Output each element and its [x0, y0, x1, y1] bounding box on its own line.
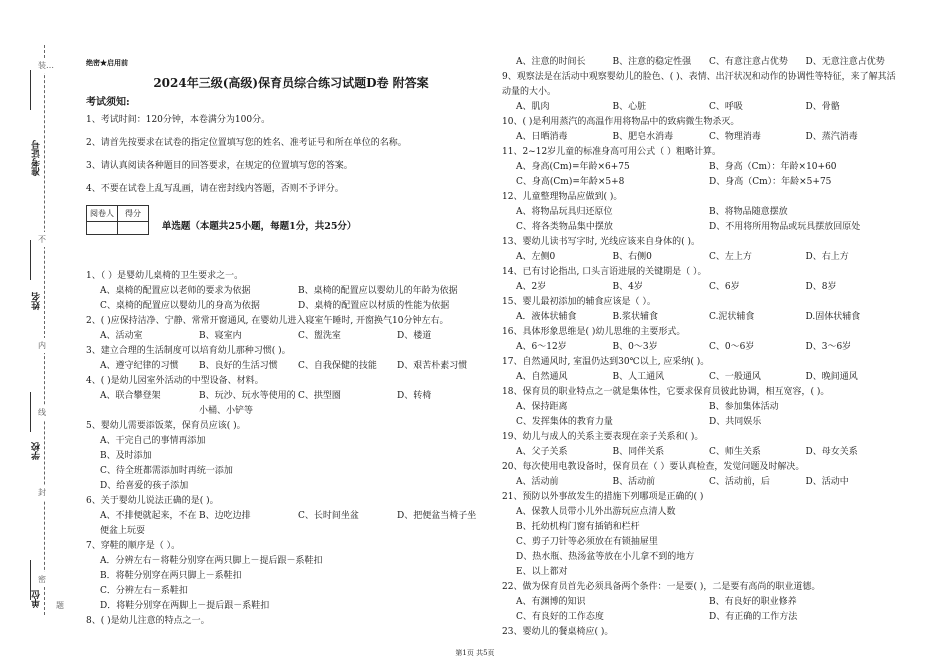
question-item [86, 419, 496, 494]
question-item [502, 490, 902, 580]
question-item [502, 385, 902, 430]
left-column [86, 55, 496, 629]
answer-option[interactable]: A、肌肉 [516, 102, 550, 112]
question-item [502, 625, 902, 640]
answer-option[interactable]: C、身高(Cm)=年龄×5+8 [516, 177, 625, 187]
option-list [502, 340, 902, 355]
answer-option[interactable]: D、晚间通风 [805, 372, 858, 382]
question-text: 14、已有讨论指出, 口头言语进展的关键期是（ ）。 [502, 267, 707, 277]
answer-option[interactable]: B、身高（Cm）：年龄×10+60 [709, 162, 837, 172]
option-list [86, 554, 496, 614]
strip-cut-2: 内 [38, 338, 46, 353]
binding-strip [0, 0, 64, 671]
option-list [86, 434, 496, 494]
page-footer: 第1页 共5页 [455, 649, 495, 657]
answer-option[interactable]: C.泥状辅食 [709, 312, 755, 322]
answer-option[interactable]: D、艰苦朴素习惯 [397, 361, 468, 371]
answer-option[interactable]: A、有渊博的知识 [516, 597, 586, 607]
question-text: 10、( )是利用蒸汽的高温作用将物品中的致病微生物杀灭。 [502, 117, 740, 127]
question-text: 21、预防以外事故发生的措施下列哪项是正确的( ) [502, 492, 704, 502]
question-item [502, 460, 902, 490]
question-item [86, 344, 496, 374]
option-list [502, 400, 902, 430]
answer-option[interactable]: B、0～3岁 [612, 342, 658, 352]
strip-cut-4: 封 [38, 485, 46, 500]
answer-option[interactable]: C、拱型圈 [298, 391, 341, 401]
answer-option[interactable]: A、自然通风 [516, 372, 568, 382]
question-text: 9、观察法是在活动中观察婴幼儿的脸色、( )、表情、出汗状况和动作的协调性等特征，来了解其活动量的大小。 [502, 72, 896, 97]
answer-option[interactable]: C、待全班都需添加时再统一添加 [100, 466, 233, 476]
question-text: 15、婴儿最初添加的辅食应该是（ ）。 [502, 297, 656, 307]
answer-option[interactable]: C、左上方 [709, 252, 752, 262]
question-text: 2、( )应保持洁净、宁静、常常开窗通风, 在婴幼儿进入寝室午睡时, 开窗换气10分钟左右。 [86, 316, 449, 326]
question-text: 6、关于婴幼儿说法正确的是( )。 [86, 496, 219, 506]
score-input[interactable] [118, 222, 149, 235]
answer-option[interactable]: B、人工通风 [612, 372, 665, 382]
answer-option[interactable]: B、活动前 [612, 477, 656, 487]
answer-option[interactable]: A、保持距离 [516, 402, 568, 412]
answer-option[interactable]: B、玩沙、玩水等使用的小桶、小铲等 [199, 391, 296, 416]
answer-option[interactable]: D、母女关系 [805, 447, 858, 457]
strip-bottom-mark: 题 [56, 598, 64, 613]
answer-option[interactable]: C、有意注意占优势 [709, 57, 788, 67]
answer-option[interactable]: A、不排便就起来，不在便盆上玩耍 [100, 511, 197, 536]
question-text: 12、儿童整理物品应做到( )。 [502, 192, 623, 202]
answer-option[interactable]: D、共同娱乐 [709, 417, 762, 427]
answer-option[interactable]: C．分辨左右－系鞋扣 [100, 586, 188, 596]
answer-option[interactable]: B、托幼机构门窗有插销和栏杆 [516, 522, 640, 532]
answer-option[interactable]: D.固体状辅食 [805, 312, 861, 322]
question-item [502, 295, 902, 325]
answer-option[interactable]: A．液体状辅食 [516, 312, 577, 322]
question-item [86, 614, 496, 629]
answer-option[interactable]: C、一般通风 [709, 372, 761, 382]
question-item [502, 265, 902, 295]
right-column [502, 55, 902, 640]
option-list [502, 160, 902, 190]
grader-input[interactable] [87, 222, 118, 235]
question-item [86, 539, 496, 614]
option-list [502, 205, 902, 235]
answer-option[interactable]: A、联合攀登架 [100, 391, 161, 401]
question-text: 16、具体形象思维是( )幼儿思维的主要形式。 [502, 327, 686, 337]
option-list [502, 370, 902, 385]
answer-option[interactable]: A、干完自己的事情再添加 [100, 436, 206, 446]
option-list [86, 389, 496, 419]
option-list [502, 130, 902, 145]
answer-option[interactable]: D、转椅 [397, 391, 432, 401]
answer-option[interactable]: D、给喜爱的孩子添加 [100, 481, 189, 491]
school-label: 学校 [32, 442, 42, 460]
option-list [502, 280, 902, 295]
answer-option[interactable]: C、长时间坐盆 [298, 511, 359, 521]
strip-top-mark: 装… [38, 58, 54, 73]
unit-line [30, 560, 31, 600]
answer-option[interactable]: A．分辨左右－将鞋分别穿在两只脚上－提后跟－系鞋扣 [100, 556, 323, 566]
answer-option[interactable]: A、遵守纪律的习惯 [100, 361, 179, 371]
question-text: 22、做为保育员首先必须具备两个条件：一是要( )，二是要有高尚的职业道德。 [502, 582, 821, 592]
answer-option[interactable]: B、桌椅的配置应以婴幼儿的年龄为依据 [298, 286, 458, 296]
answer-option[interactable]: B、4岁 [612, 282, 643, 292]
answer-option[interactable]: B、参加集体活动 [709, 402, 779, 412]
name-line [30, 240, 31, 280]
question-item [502, 70, 902, 115]
question-item [502, 325, 902, 355]
answer-option[interactable]: C、0～6岁 [709, 342, 755, 352]
answer-option[interactable]: B、注意的稳定性强 [612, 57, 692, 67]
option-list [502, 55, 902, 70]
answer-option[interactable]: A、左侧0 [516, 252, 556, 262]
question-text: 5、婴幼儿需要添饭菜，保育员应该( )。 [86, 421, 246, 431]
question-item [502, 145, 902, 190]
strip-cut-5: 密 [38, 572, 46, 587]
exam-number-label: 准考证号 [32, 140, 42, 176]
answer-option[interactable]: A、保教人员带小儿外出游玩应点清人数 [516, 507, 676, 517]
question-text: 4、( )是幼儿园室外活动的中型设备、材料。 [86, 376, 264, 386]
grader-cell: 阅卷人 [87, 206, 118, 222]
question-item [502, 235, 902, 265]
option-list [502, 445, 902, 460]
answer-option[interactable]: D、无意注意占优势 [805, 57, 885, 67]
question-text: 3、建立合理的生活制度可以培育幼儿那种习惯( )。 [86, 346, 291, 356]
option-list [502, 250, 902, 265]
answer-option[interactable]: D、身高（Cm）：年龄×5+75 [709, 177, 832, 187]
left-question-list [86, 269, 496, 629]
option-list [86, 284, 496, 314]
notice-heading: 考试须知: [86, 97, 130, 108]
question-text: 23、婴幼儿的餐桌椅应( )。 [502, 627, 614, 637]
answer-option[interactable]: D、把便盆当椅子坐 [397, 511, 477, 521]
answer-option[interactable]: C、剪子刀针等必须放在有锁抽屉里 [516, 537, 658, 547]
notice-item: 2、请首先按要求在试卷的指定位置填写您的姓名、准考证号和所在单位的名称。 [86, 138, 407, 148]
question-text: 19、幼儿与成人的关系主要表现在亲子关系和( )。 [502, 432, 704, 442]
answer-option[interactable]: D、骨骼 [805, 102, 840, 112]
notice-item: 3、请认真阅读各种题目的回答要求，在规定的位置填写您的答案。 [86, 161, 353, 171]
strip-cut-3: 线 [38, 405, 46, 420]
answer-option[interactable]: A、2岁 [516, 282, 547, 292]
option-list [502, 505, 902, 580]
question-item [502, 190, 902, 235]
score-box [86, 205, 149, 235]
name-label: 姓名 [32, 292, 42, 310]
answer-option[interactable]: C、桌椅的配置应以婴幼儿的身高为依据 [100, 301, 260, 311]
answer-option[interactable]: B、及时添加 [100, 451, 152, 461]
answer-option[interactable]: C、呼吸 [709, 102, 743, 112]
option-list [502, 595, 902, 625]
answer-option[interactable]: B、心脏 [612, 102, 647, 112]
answer-option[interactable]: B．将鞋分别穿在两只脚上－系鞋扣 [100, 571, 242, 581]
answer-option[interactable]: D、有正确的工作方法 [709, 612, 798, 622]
option-list [502, 475, 902, 490]
question-item [502, 55, 902, 70]
notice-list [86, 113, 496, 197]
answer-option[interactable]: E、以上都对 [516, 567, 568, 577]
score-cell: 得分 [118, 206, 149, 222]
answer-option[interactable]: D、活动中 [805, 477, 849, 487]
answer-option[interactable]: A、6～12岁 [516, 342, 567, 352]
answer-option[interactable]: A、父子关系 [516, 447, 568, 457]
answer-option[interactable]: B、寝室内 [199, 331, 242, 341]
page-title: 2024年三级(高级)保育员综合练习试题D卷 附答案 [153, 76, 429, 90]
answer-option[interactable]: D．将鞋分别穿在两脚上－提后跟－系鞋扣 [100, 601, 270, 611]
school-line [30, 392, 31, 432]
answer-option[interactable]: D、桌椅的配置应以材质的性能为依据 [298, 301, 450, 311]
question-text: 17、自然通风时, 室温仍达到30℃以上, 应采纳( )。 [502, 357, 710, 367]
option-list [502, 100, 902, 115]
option-list [86, 509, 496, 539]
answer-option[interactable]: C、盥洗室 [298, 331, 341, 341]
answer-option[interactable]: A、活动室 [100, 331, 143, 341]
answer-option[interactable]: A、日晒消毒 [516, 132, 568, 142]
answer-option[interactable]: A、身高(Cm)=年龄×6+75 [516, 162, 630, 172]
answer-option[interactable]: C、物理消毒 [709, 132, 761, 142]
section-header [86, 205, 496, 235]
answer-option[interactable]: D、8岁 [805, 282, 837, 292]
right-question-list [502, 55, 902, 640]
answer-option[interactable]: B、边吃边排 [199, 511, 251, 521]
answer-option[interactable]: B、右侧0 [612, 252, 652, 262]
answer-option[interactable]: B.浆状辅食 [612, 312, 658, 322]
answer-option[interactable]: D、不用将所用物品或玩具摆放回原处 [709, 222, 861, 232]
answer-option[interactable]: A、活动前 [516, 477, 559, 487]
seal-line [44, 45, 45, 615]
answer-option[interactable]: B、肥皂水消毒 [612, 132, 674, 142]
secret-mark: 绝密★启用前 [86, 58, 128, 67]
answer-option[interactable]: D、3～6岁 [805, 342, 852, 352]
answer-option[interactable]: C、将各类物品集中摆放 [516, 222, 613, 232]
answer-option[interactable]: D、热水瓶、热汤盆等放在小儿拿不到的地方 [516, 552, 695, 562]
answer-option[interactable]: A、将物品玩具归还原位 [516, 207, 613, 217]
question-item [86, 494, 496, 539]
answer-option[interactable]: C、6岁 [709, 282, 740, 292]
notice-item: 1、考试时间：120分钟，本卷满分为100分。 [86, 115, 271, 125]
question-text: 11、2~12岁儿童的标准身高可用公式（ ）粗略计算。 [502, 147, 722, 157]
answer-option[interactable]: B、有良好的职业修养 [709, 597, 797, 607]
answer-option[interactable]: C、发挥集体的教育力量 [516, 417, 613, 427]
answer-option[interactable]: D、右上方 [805, 252, 849, 262]
question-text: 1、（ ）是婴幼儿桌椅的卫生要求之一。 [86, 271, 244, 281]
answer-option[interactable]: B、同伴关系 [612, 447, 665, 457]
answer-option[interactable]: A、注意的时间长 [516, 57, 586, 67]
question-item [86, 314, 496, 344]
notice-item: 4、不要在试卷上乱写乱画，请在密封线内答题，否则不予评分。 [86, 184, 344, 194]
answer-option[interactable]: C、活动前，后 [709, 477, 770, 487]
answer-option[interactable]: A、桌椅的配置应以老师的要求为依据 [100, 286, 251, 296]
question-item [86, 374, 496, 419]
option-list [86, 329, 496, 344]
question-text: 7、穿鞋的顺序是（ ）。 [86, 541, 181, 551]
unit-label: 单位 [32, 590, 42, 608]
question-text: 20、每次使用电教设备时，保育员在（ ）要认真检查，发觉问题及时解决。 [502, 462, 805, 472]
question-text: 18、保育员的职业特点之一就是集体性，它要求保育员彼此协调，相互宽容，( )。 [502, 387, 830, 397]
question-item [502, 580, 902, 625]
exam-number-line [30, 70, 31, 110]
answer-option[interactable]: D、楼道 [397, 331, 432, 341]
question-text: 8、( )是幼儿注意的特点之一。 [86, 616, 210, 626]
question-text: 13、婴幼儿读书写字时, 光线应该来自身体的( )。 [502, 237, 701, 247]
answer-option[interactable]: B、良好的生活习惯 [199, 361, 278, 371]
question-item [502, 115, 902, 145]
answer-option[interactable]: D、蒸汽消毒 [805, 132, 858, 142]
answer-option[interactable]: C、师生关系 [709, 447, 761, 457]
option-list [502, 310, 902, 325]
strip-cut-1: 不 [38, 232, 46, 247]
question-item [502, 355, 902, 385]
question-item [86, 269, 496, 314]
option-list [86, 359, 496, 374]
answer-option[interactable]: C、自我保健的技能 [298, 361, 377, 371]
answer-option[interactable]: B、将物品随意摆放 [709, 207, 788, 217]
question-item [502, 430, 902, 460]
answer-option[interactable]: C、有良好的工作态度 [516, 612, 604, 622]
section-title: 单选题（本题共25小题，每题1分，共25分） [161, 221, 357, 232]
